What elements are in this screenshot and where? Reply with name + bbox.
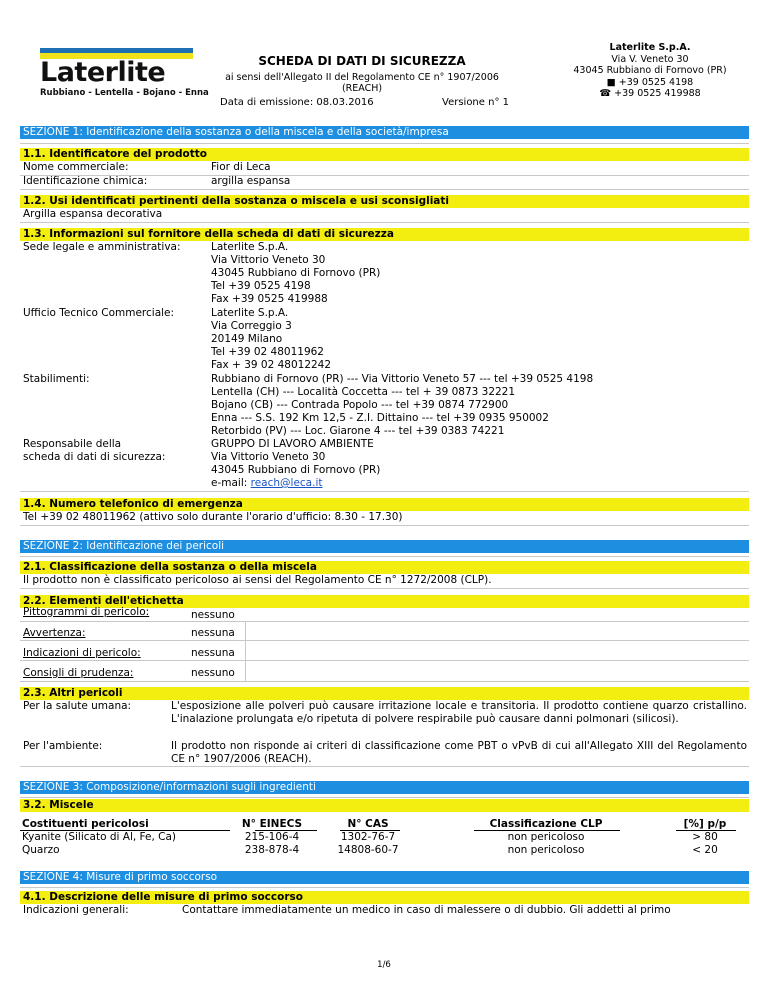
email-label: e-mail: xyxy=(211,477,251,489)
col-header-constituent: Costituenti pericolosi xyxy=(22,818,149,830)
value-hazard-statements: nessuna xyxy=(191,647,235,659)
cell-percent: < 20 xyxy=(692,844,718,856)
resp-line: 43045 Rubbiano di Fornovo (PR) xyxy=(211,464,381,476)
phone-icon: ■ xyxy=(606,76,616,88)
company-phone-row xyxy=(566,77,734,89)
classification-text: Il prodotto non è classificato pericoloso ai sensi del Regolamento CE n° 1272/2008 (CLP). xyxy=(23,574,492,586)
logo-subtitle: Rubbiano - Lentella - Bojano - Enna xyxy=(40,88,209,98)
label-responsabile-line1: Responsabile della xyxy=(23,438,122,450)
label-pictograms: Pittogrammi di pericolo: xyxy=(23,606,150,618)
label-precautionary: Consigli di prudenza: xyxy=(23,667,134,679)
ufficio-line: Laterlite S.p.A. xyxy=(211,307,289,319)
cell-cas: 14808-60-7 xyxy=(337,844,399,856)
version: Versione n° 1 xyxy=(442,97,509,108)
label-chemical-id: Identificazione chimica: xyxy=(23,175,148,187)
value-trade-name: Fior di Leca xyxy=(211,161,271,173)
col-header-cas: N° CAS xyxy=(347,818,389,830)
col-header-clp: Classificazione CLP xyxy=(489,818,603,830)
document-title: SCHEDA DI DATI DI SICUREZZA xyxy=(258,54,466,68)
fax-icon: ☎ xyxy=(599,88,612,99)
environment-text: Il prodotto non risponde ai criteri di classificazione come PBT o vPvB di cui all'Allegato XIII del Regolamento CE n° 1907/2006 (REACH). xyxy=(171,740,747,765)
value-precautionary: nessuno xyxy=(191,667,235,679)
subsection-2-3: 2.3. Altri pericoli xyxy=(20,687,749,700)
cell-clp: non pericoloso xyxy=(507,831,585,843)
company-phone: +39 0525 4198 xyxy=(618,76,694,88)
subsection-1-4: 1.4. Numero telefonico di emergenza xyxy=(20,498,749,511)
company-name: Laterlite S.p.A. xyxy=(609,42,691,53)
health-text: L'esposizione alle polveri può causare irritazione locale e transitoria. Il prodotto contiene quarzo cristallino. L'inalazione prolungata e/o ripetuta di polvere respirabile può causare danni polmonari (silicosi). xyxy=(171,700,747,725)
uses-text: Argilla espansa decorativa xyxy=(23,208,163,220)
label-trade-name: Nome commerciale: xyxy=(23,161,129,173)
ufficio-line: Via Correggio 3 xyxy=(211,320,292,332)
col-header-percent: [%] p/p xyxy=(683,818,727,830)
ufficio-line: Tel +39 02 48011962 xyxy=(211,346,324,358)
label-hazard-statements: Indicazioni di pericolo: xyxy=(23,647,141,659)
company-block xyxy=(566,42,734,100)
section-2-header: SEZIONE 2: Identificazione dei pericoli xyxy=(20,540,749,553)
plant-line: Rubbiano di Fornovo (PR) --- Via Vittorio Veneto 57 --- tel +39 0525 4198 xyxy=(211,373,594,385)
plant-line: Lentella (CH) --- Località Coccetta --- tel + 39 0873 32221 xyxy=(211,386,516,398)
label-health: Per la salute umana: xyxy=(23,700,132,712)
sede-line: Via Vittorio Veneto 30 xyxy=(211,254,326,266)
subsection-1-2: 1.2. Usi identificati pertinenti della sostanza o miscela e usi sconsigliati xyxy=(20,195,749,208)
responsabile-block xyxy=(211,438,380,490)
label-environment: Per l'ambiente: xyxy=(23,740,103,752)
section-3-header: SEZIONE 3: Composizione/informazioni sugli ingredienti xyxy=(20,781,749,794)
company-address2: 43045 Rubbiano di Fornovo (PR) xyxy=(573,65,727,76)
ufficio-block xyxy=(211,307,331,372)
cell-percent: > 80 xyxy=(692,831,718,843)
value-chemical-id: argilla espansa xyxy=(211,175,291,187)
plant-line: Retorbido (PV) --- Loc. Giarone 4 --- tel +39 0383 74221 xyxy=(211,425,505,437)
emergency-text: Tel +39 02 48011962 (attivo solo durante l'orario d'ufficio: 8.30 - 17.30) xyxy=(23,511,403,523)
subsection-2-2: 2.2. Elementi dell'etichetta xyxy=(20,595,749,608)
value-pictograms: nessuno xyxy=(191,609,235,621)
issue-date: Data di emissione: 08.03.2016 xyxy=(220,97,374,108)
sede-line: Tel +39 0525 4198 xyxy=(211,280,311,292)
section-4-header: SEZIONE 4: Misure di primo soccorso xyxy=(20,871,749,884)
ufficio-line: Fax + 39 02 48012242 xyxy=(211,359,332,371)
label-stabilimenti: Stabilimenti: xyxy=(23,373,90,385)
resp-line: Via Vittorio Veneto 30 xyxy=(211,451,326,463)
sede-line: Fax +39 0525 419988 xyxy=(211,293,328,305)
page-number: 1/6 xyxy=(377,960,391,970)
sede-block xyxy=(211,241,380,306)
label-signal-word: Avvertenza: xyxy=(23,627,86,639)
label-ufficio: Ufficio Tecnico Commerciale: xyxy=(23,307,175,319)
label-responsabile xyxy=(23,438,165,464)
ufficio-line: 20149 Milano xyxy=(211,333,283,345)
cell-clp: non pericoloso xyxy=(507,844,585,856)
stabilimenti-block xyxy=(211,373,593,438)
logo-text: Laterlite xyxy=(40,57,166,88)
resp-line: GRUPPO DI LAVORO AMBIENTE xyxy=(211,438,374,450)
document-subtitle: ai sensi dell'Allegato II del Regolamento CE n° 1907/2006 (REACH) xyxy=(225,72,499,94)
subsection-4-1: 4.1. Descrizione delle misure di primo soccorso xyxy=(20,891,749,904)
cell-cas: 1302-76-7 xyxy=(340,831,396,843)
subsection-2-1: 2.1. Classificazione della sostanza o della miscela xyxy=(20,561,749,574)
value-signal-word: nessuna xyxy=(191,627,235,639)
subsection-3-2: 3.2. Miscele xyxy=(20,799,749,812)
plant-line: Enna --- S.S. 192 Km 12,5 - Z.I. Dittaino --- tel +39 0935 950002 xyxy=(211,412,549,424)
general-text: Contattare immediatamente un medico in caso di malessere o di dubbio. Gli addetti al primo xyxy=(182,904,671,916)
section-1-header: SEZIONE 1: Identificazione della sostanza o della miscela e della società/impresa xyxy=(20,126,749,139)
label-responsabile-line2: scheda di dati di sicurezza: xyxy=(23,451,166,463)
sede-line: Laterlite S.p.A. xyxy=(211,241,289,253)
sede-line: 43045 Rubbiano di Fornovo (PR) xyxy=(211,267,381,279)
label-general: Indicazioni generali: xyxy=(23,904,129,916)
subsection-1-1: 1.1. Identificatore del prodotto xyxy=(20,148,749,161)
col-header-einecs: N° EINECS xyxy=(241,818,303,830)
cell-constituent: Kyanite (Silicato di Al, Fe, Ca) xyxy=(22,831,177,843)
company-fax: +39 0525 419988 xyxy=(614,88,701,99)
company-fax-row xyxy=(566,88,734,100)
plant-line: Bojano (CB) --- Contrada Popolo --- tel +39 0874 772900 xyxy=(211,399,509,411)
cell-constituent: Quarzo xyxy=(22,844,60,856)
label-sede: Sede legale e amministrativa: xyxy=(23,241,181,253)
cell-einecs: 215-106-4 xyxy=(244,831,300,843)
email-row xyxy=(211,477,380,490)
email-link[interactable]: reach@leca.it xyxy=(250,477,323,489)
cell-einecs: 238-878-4 xyxy=(244,844,300,856)
subsection-1-3: 1.3. Informazioni sul fornitore della scheda di dati di sicurezza xyxy=(20,228,749,241)
company-address1: Via V. Veneto 30 xyxy=(611,53,689,65)
